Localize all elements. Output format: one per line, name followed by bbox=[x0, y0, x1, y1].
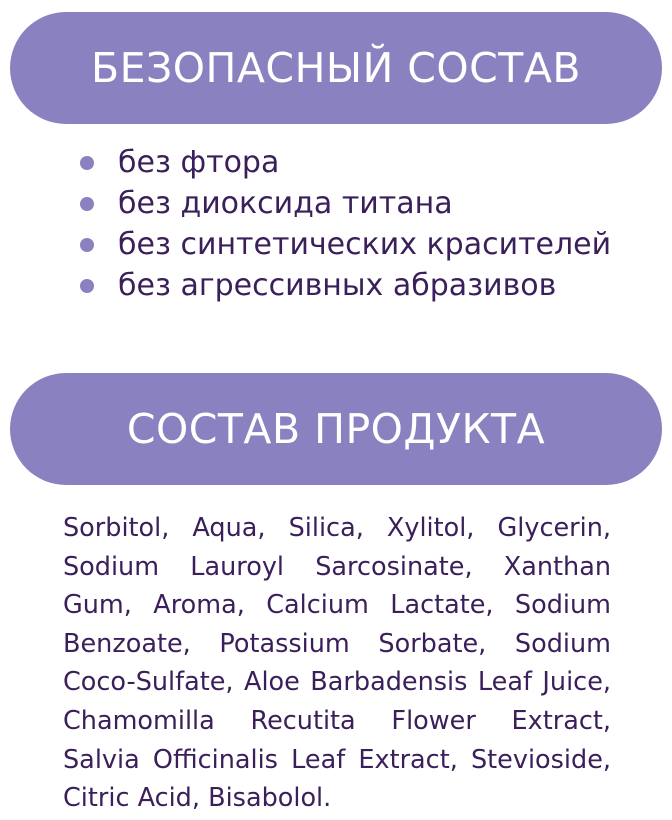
ingredients-text: Sorbitol, Aqua, Silica, Xylitol, Glycerin, Sodium Lauroyl Sarcosinate, Xanthan Gum, Aroma, Calcium Lactate, Sodium Benzoate, Potassium Sorbate, Sodium Coco-Sulfate, Aloe Barbadensis Leaf Juice, Chamomilla Recutita Flower Extract, Salvia Officinalis Leaf Extract, Stevioside, Citric Acid, Bisabolol. bbox=[63, 513, 611, 814]
bullet-icon bbox=[80, 156, 94, 170]
safe-composition-list bbox=[80, 142, 611, 306]
product-composition-title: СОСТАВ ПРОДУКТА bbox=[126, 405, 546, 453]
list-item-label: без диоксида титана bbox=[118, 186, 453, 221]
safe-composition-title: БЕЗОПАСНЫЙ СОСТАВ bbox=[90, 44, 582, 92]
list-item-label: без синтетических красителей bbox=[118, 227, 612, 262]
bullet-icon bbox=[80, 279, 94, 293]
list-item-label: без агрессивных абразивов bbox=[118, 268, 557, 303]
list-item bbox=[80, 142, 611, 183]
list-item bbox=[80, 265, 611, 306]
bullet-icon bbox=[80, 197, 94, 211]
list-item-label: без фтора bbox=[118, 145, 280, 180]
list-item bbox=[80, 183, 611, 224]
bullet-icon bbox=[80, 238, 94, 252]
safe-composition-header bbox=[10, 12, 662, 124]
list-item bbox=[80, 224, 611, 265]
product-composition-header bbox=[10, 373, 662, 485]
